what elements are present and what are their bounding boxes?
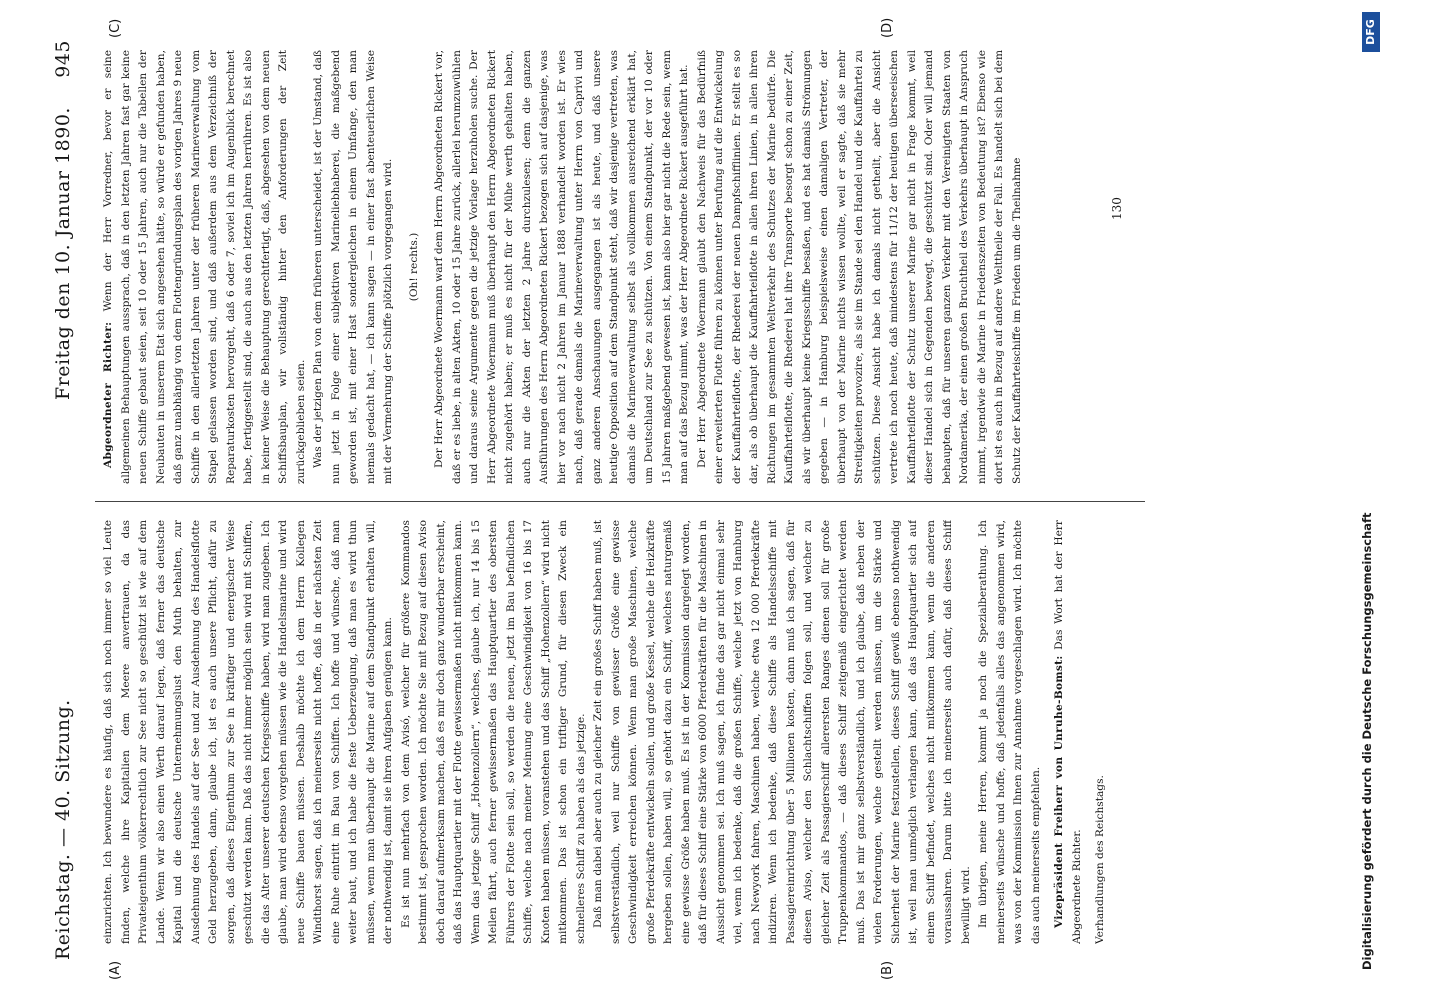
speaker-text: Wenn der Herr Vorredner, bevor er seine allgemeinen Behauptungen aussprach, daß in den letzten Jahren fast gar keine neuen Schiffe gebaut seien, seit 10 oder 15 Jahren, auch nur die Tabellen der Neubauten in unserem Etat sich angesehen hätte, so würde er gefunden haben, daß ganz unabhängig von dem Flottengründungsplan des vorigen Jahres 9 neue Schiffe in den allerletzten Jahren unter der früheren Marineverwaltung vom Stapel gelassen worden sind, und daß außerdem aus dem Verzeichniß der Reparaturkosten hervorgeht, daß 6 oder 7, soviel ich im Augenblick berechnet habe, fertiggestellt sind, die auch aus den letzten Jahren herrühren. Es ist also in keiner Weise die Behauptung gerechtfertigt, daß, abgesehen von dem neuen Schiffsbauplan, wir vollständig hinter den Anforderungen der Zeit zurückgeblieben seien.	[102, 50, 307, 484]
paragraph: einzurichten. Ich bewundere es häufig, daß sich noch immer so viel Leute finden, welche ihre Kapitalien dem Meere anvertrauen, da das Privateigenthum völkerrechtlich zur See nicht so geschützt ist wie auf dem Lande. Wenn wir also einen Werth darauf legen, daß ferner das deutsche Kapital und die deutsche Unternehmungslust den Muth behalten, zur Ausdehnung des Handels auf der See und zur Ausdehnung des Handelsflotte Geld herzugeben, dann, glaube ich, ist es auch unsere Pflicht, dafür zu sorgen, daß dieses Eigenthum zur See in kräftiger und energischer Weise geschützt werden kann. Daß das nicht immer möglich sein wird mit Schiffen, die das Alter unserer deutschen Kriegsschiffe haben, wird man zugeben. Ich glaube, man wird ebenso vorgehen müssen wie die Handelsmarine und wird neue Schiffe bauen müssen. Deshalb möchte ich dem Herrn Kollegen Windthorst sagen, daß ich meinerseits nicht hoffe, daß in der nächsten Zeit eine Ruhe eintritt im Bau von Schiffen. Ich hoffe und wünsche, daß man weiter baut, und ich habe die feste Ueberzeugung, daß man es wird thun müssen, wenn man überhaupt die Marine auf dem Standpunkt erhalten will, der nothwendig ist, damit sie ihren Aufgaben genügen kann.	[102, 520, 394, 944]
header-date: Freitag den 10. Januar 1890.	[52, 107, 74, 400]
paragraph: Der Herr Abgeordnete Woermann glaubt den Nachweis für das Bedürfniß einer erweiterten Flotte führen zu können unter Berufung auf die Entwickelung der Kauffahrteiflotte, der Rhederei der neuen Dampfschifflinien. Er stellt es so dar, als ob überhaupt die Kauffahrteiflotte in allen ihren Linien, in allen ihren Richtungen im gesammten Weltverkehr des Schutzes der Marine bedürfe. Die Kauffahrteiflotte, die Rhederei hat ihre Transporte besorgt schon zu einer Zeit, als wir überhaupt keine Kriegsschiffe besaßen, und es hat damals Strömungen gegeben — in Hamburg beispielsweise einen damaligen Vertreter, der überhaupt von der Marine nichts wissen wollte, weil er sagte, daß sie mehr Streitigkeiten provozire, als sie im Stande sei den Handel und die Kauffahrtei zu schützen. Diese Ansicht habe ich damals nicht getheilt, aber die Ansicht vertrete ich noch heute, daß mindestens für 11/12 der heutigen überseeischen Kauffahrteiflotte der Schutz unserer Marine gar nicht in Frage kommt, weil dieser Handel sich in Gegenden bewegt, die geschützt sind. Oder will jemand behaupten, daß für unseren ganzen Verkehr mit den Vereinigten Staaten von Nordamerika, der einen großen Bruchtheil des Verkehrs überhaupt in Anspruch nimmt, irgendwie die Marine in Friedenszeiten von Bedeutung ist? Ebenso wie dort ist es auch in Bezug auf andere Welttheile der Fall. Es handelt sich bei dem Schutz der Kauffahrteischiffe im Frieden um die Theilnahme	[695, 50, 1023, 484]
signature-number: 130	[1110, 197, 1124, 220]
text-column-right	[100, 50, 1110, 484]
interjection: (Oh! rechts.)	[407, 232, 420, 302]
paragraph: Was der jetzigen Plan von dem früheren unterscheidet, ist der Umstand, daß nun jetzt in Folge einer subjektiven Marineliebhaberei, die maßgebend geworden ist, mit einer Hast sondergleichen in einem Umfange, den man niemals gedacht hat, — ich kann sagen — in einer fast abenteuerlichen Weise mit der Vermehrung der Schiffe plötzlich vorgegangen wird.	[312, 50, 394, 484]
column-divider	[95, 501, 1145, 502]
speaker-text: Das Wort hat der Herr Abgeordnete Richter.	[1053, 520, 1083, 944]
speaker-name: Abgeordneter Richter:	[102, 321, 114, 468]
paragraph: Der Herr Abgeordnete Woermann warf dem Herrn Abgeordneten Rickert vor, daß er es liebe, in alten Akten, 10 oder 15 Jahre zurück, allerlei herumzuwühlen und daraus seine Argumente gegen die jetzige Vorlage herzuholen suche. Der Herr Abgeordnete Woermann muß überhaupt den Herrn Abgeordneten Rickert nicht zugehört haben; er muß es nicht für der Mühe werth gehalten haben, auch nur die Akten der letzten 2 Jahre durchzulesen; denn die ganzen Ausführungen des Herrn Abgeordneten Rickert bezogen sich auf dasjenige, was hier vor nach nicht 2 Jahren im Januar 1888 verhandelt worden ist. Er wies nach, daß gerade damals die Marineverwaltung unter Herrn von Caprivi und ganz anderen Anschauungen ausgegangen ist als heute, und daß unsere heutige Opposition auf dem Standpunkt steht, daß wir dasjenige vertreten, was damals die Marineverwaltung selbst als vollkommen ausreichend erklärt hat, um Deutschland zur See zu schützen. Von einem Standpunkt, der vor 10 oder 15 Jahren maßgebend gewesen ist, kann also hier gar nicht die Rede sein, wenn man auf das Bezug nimmt, was der Herr Abgeordnete Rickert ausgeführt hat.	[433, 50, 690, 484]
speaker-paragraph	[1051, 520, 1086, 944]
margin-marker-a: (A)	[108, 960, 123, 980]
paragraph: Im übrigen, meine Herren, kommt ja noch die Spezialberathung. Ich meinerseits wünsche und hoffe, daß jedenfalls alles das angenommen wird, was von der Kommission Ihnen zur Annahme vorgeschlagen wird. Ich möchte das auch meinerseits empfehlen.	[977, 520, 1042, 944]
dfg-logo: DFG	[1362, 12, 1380, 52]
paragraph: Es ist nun mehrfach von dem Avisó, welcher für größere Kommandos bestimmt ist, gesprochen worden. Ich möchte Sie mit Bezug auf diesen Aviso doch darauf aufmerksam machen, daß es mir doch ganz wunderbar erscheint, daß das Hauptquartier mit der Flotte gewissermaßen nicht mitkommen kann. Wenn das jetzige Schiff „Hohenzollern“, welches, glaube ich, nur 14 bis 15 Meilen fährt, auch ferner gewissermaßen das Hauptquartier des obersten Führers der Flotte sein soll, so werden die neuen, jetzt im Bau befindlichen Schiffe, welche nach meiner Meinung eine Geschwindigkeit von 16 bis 17 Knoten haben müssen, voranstehen und das Schiff „Hohenzollern“ wird nicht mitkommen. Das ist schon ein triftiger Grund, für diesen Zweck ein schnelleres Schiff zu haben als das jetzige.	[399, 520, 587, 944]
footer-note: Verhandlungen des Reichstags.	[1094, 775, 1106, 944]
text-column-left	[100, 520, 1110, 944]
header-page-number: 945	[52, 40, 74, 78]
paragraph: Daß man dabei aber auch zu gleicher Zeit ein großes Schiff haben muß, ist selbstverständlich, weil nur Schiffe von gewisser Größe eine gewisse Geschwindigkeit erreichen können. Wenn man große Maschinen, welche große Pferdekräfte entwickeln sollen, und große Kessel, welche die Heizkräfte hergeben sollen, haben will, so gehört dazu ein Schiff, welches naturgemäß eine gewisse Größe haben muß. Es ist in der Kommission dargelegt worden, daß für dieses Schiff eine Stärke von 6000 Pferdekräften für die Maschinen in Aussicht genommen sei. Ich muß sagen, ich finde das gar nicht einmal sehr viel, wenn ich bedenke, daß die großen Schiffe, welche jetzt von Hamburg nach Newyork fahren, Maschinen haben, welche etwa 12 000 Pferdekräfte indiziren. Wenn ich bedenke, daß diese Schiffe als Handelsschiffe mit Passagiereinrichtung über 5 Millionen kosten, dann muß ich sagen, daß für diesen Aviso, welcher den Schlachtschiffen folgen soll, und welcher zu gleicher Zeit als Passagierschiff allerersten Ranges dienen soll für große Truppenkommandos, — daß dieses Schiff zeitgemäß eingerichtet werden muß. Das ist mir ganz selbstverständlich, und ich glaube, daß neben der vielen Forderungen, welche gestellt werden müssen, um die Stärke und Sicherheit der Marine festzustellen, dieses Schiff gewiß ebenso nothwendig ist, weil man unmöglich verlangen kann, daß das Hauptquartier sich auf einem Schiff befindet, welches nicht mitkommen kann, wenn die anderen voraussahren. Darum bitte ich meinerseits auch dafür, daß dieses Schiff bewilligt wird.	[592, 520, 972, 944]
speaker-name: Vizepräsident Freiherr von Unruhe-Bomst:	[1053, 655, 1065, 928]
digitization-credit	[1360, 70, 1384, 970]
page-header	[52, 40, 82, 960]
header-session: Reichstag. — 40. Sitzung.	[52, 699, 74, 960]
margin-marker-c: (C)	[108, 18, 123, 38]
margin-marker-b: (B)	[880, 960, 895, 980]
margin-marker-d: (D)	[880, 17, 895, 38]
digitization-text: Digitalisierung gefördert durch die Deutsche Forschungsgemeinschaft	[1360, 512, 1374, 970]
speaker-paragraph	[100, 50, 310, 484]
